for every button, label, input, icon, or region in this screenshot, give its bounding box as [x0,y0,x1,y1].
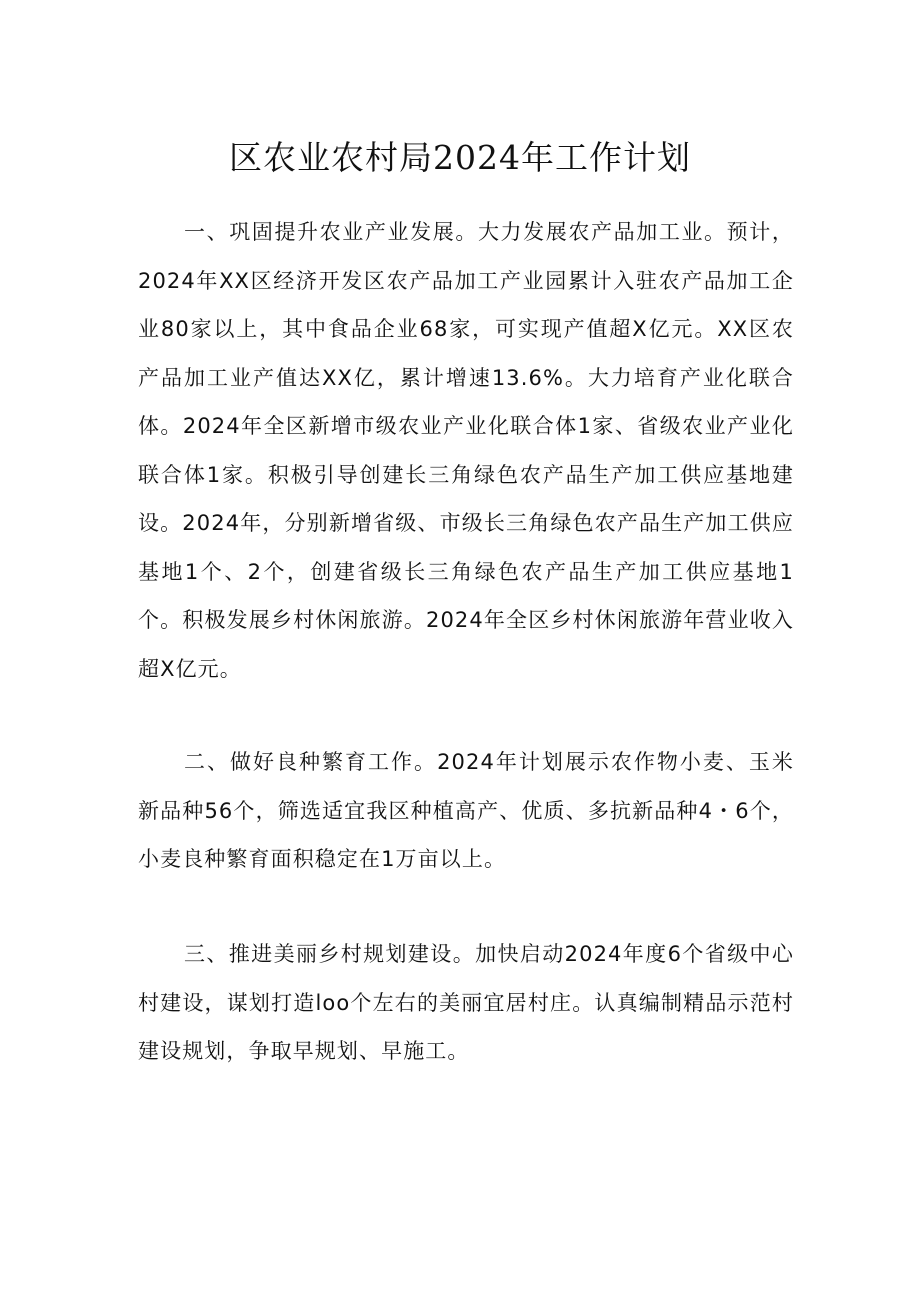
paragraph-agriculture-industry: 一、巩固提升农业产业发展。大力发展农产品加工业。预计，2024年XX区经济开发区农产品加工产业园累计入驻农产品加工企业80家以上，其中食品企业68家，可实现产值超X亿元。XX区农产品加工业产值达XX亿，累计增速13.6%。大力培育产业化联合体。2024年全区新增市级农业产业化联合体1家、省级农业产业化联合体1家。积极引导创建长三角绿色农产品生产加工供应基地建设。2024年，分别新增省级、市级长三角绿色农产品生产加工供应基地1个、2个，创建省级长三角绿色农产品生产加工供应基地1个。积极发展乡村休闲旅游。2024年全区乡村休闲旅游年营业收入超X亿元。 [138,220,794,681]
paragraph-beautiful-villages: 三、推进美丽乡村规划建设。加快启动2024年度6个省级中心村建设，谋划打造loo个左右的美丽宜居村庄。认真编制精品示范村建设规划，争取早规划、早施工。 [138,942,794,1063]
paragraph-seed-breeding: 二、做好良种繁育工作。2024年计划展示农作物小麦、玉米新品种56个，筛选适宜我区种植高产、优质、多抗新品种4・6个，小麦良种繁育面积稳定在1万亩以上。 [138,750,794,871]
document-title: 区农业农村局2024年工作计划 [229,138,691,177]
